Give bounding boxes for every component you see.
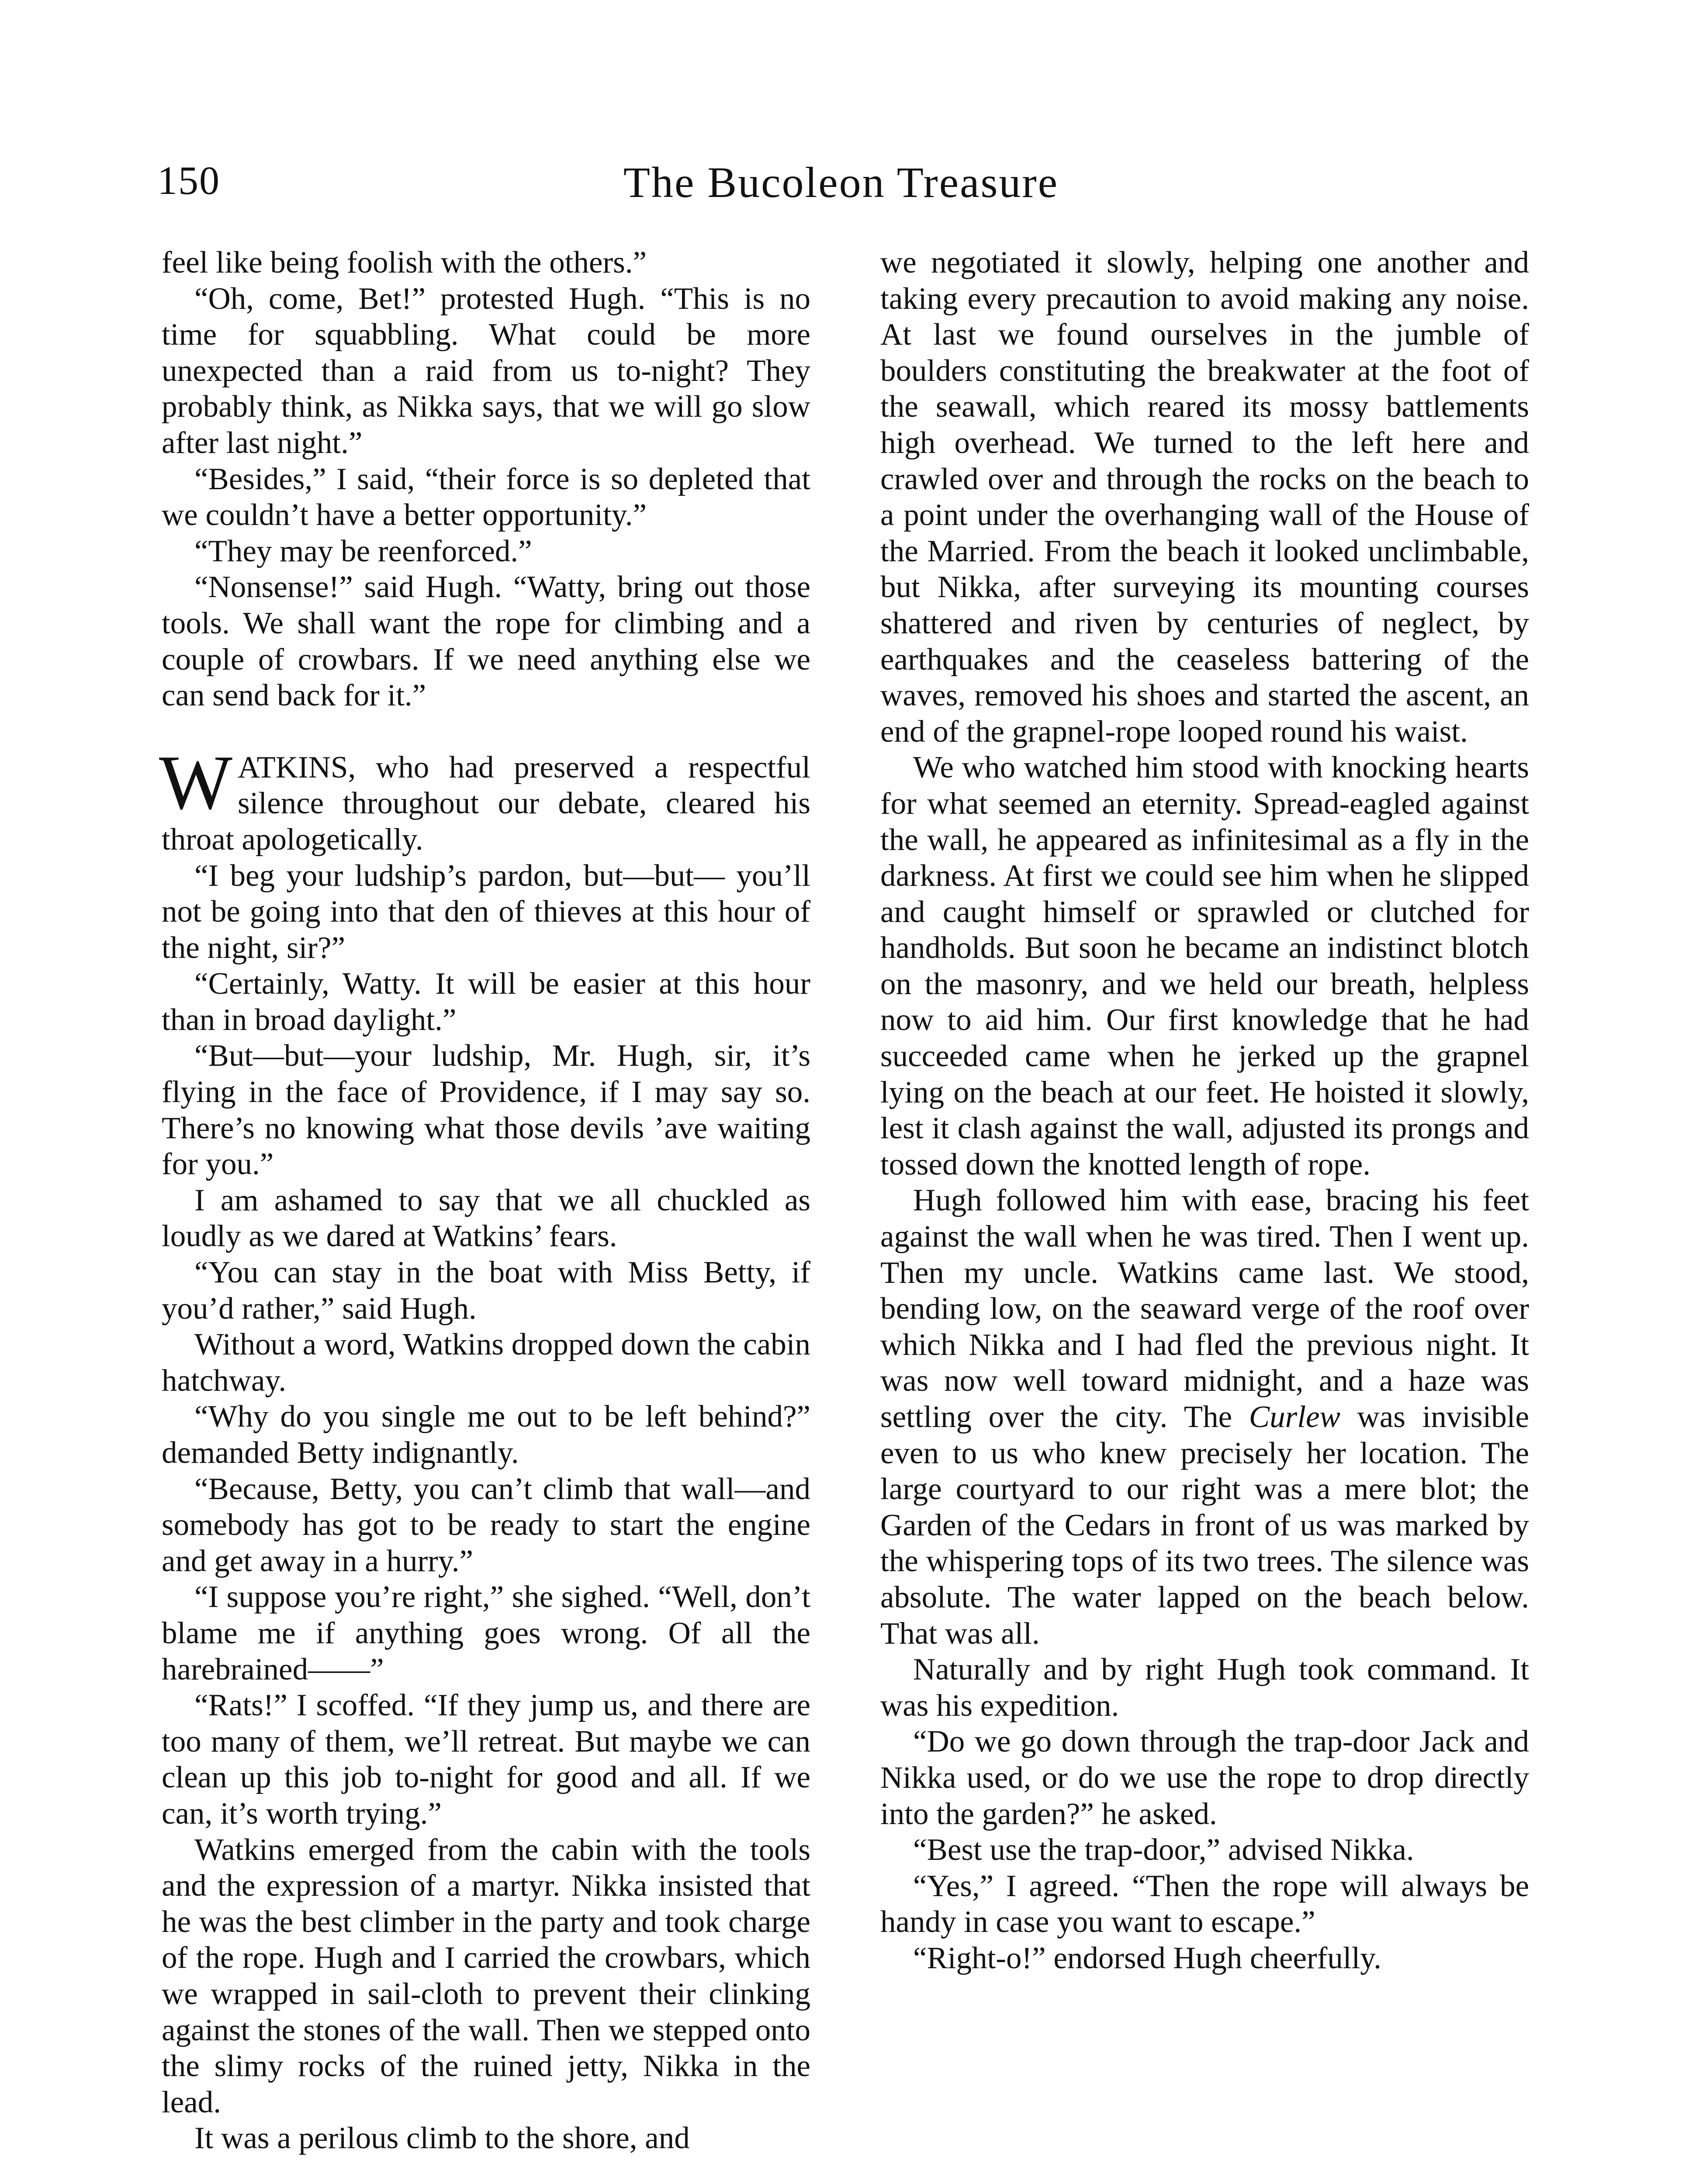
paragraph-text: ATKINS, who had preserved a respectful silence throughout our debate, cleared his throat apologetically.	[162, 750, 810, 857]
paragraph: “Certainly, Watty. It will be easier at this hour than in broad daylight.”	[162, 967, 810, 1037]
paragraph: “Besides,” I said, “their force is so depleted that we couldn’t have a better opportunity.”	[162, 462, 810, 532]
paragraph: It was a perilous climb to the shore, and	[194, 2121, 690, 2156]
paragraph: feel like being foolish with the others.”	[162, 245, 647, 280]
page-header	[157, 157, 1525, 223]
drop-cap: W	[159, 739, 233, 826]
ship-name: Curlew	[1249, 1400, 1340, 1434]
paragraph: “You can stay in the boat with Miss Betty, if you’d rather,” said Hugh.	[162, 1255, 810, 1326]
paragraph-text: Hugh followed him with ease, bracing his feet against the wall when he was tired. Then I went up. Then my uncle. Watkins came last. We stood, bending low, on the seaward verge of the roof over which Nikka and I had fled the previous night. It was now well toward midnight, and a haze was settling over the city. The	[880, 1183, 1529, 1434]
paragraph-text: was invisible even to us who knew precisely her location. The large courtyard to our right was a mere blot; the Garden of the Cedars in front of us was marked by the whispering tops of its two trees. The silence was absolute. The water lapped on the beach below. That was all.	[880, 1400, 1530, 1651]
paragraph: we negotiated it slowly, helping one another and taking every precaution to avoid making any noise. At last we found ourselves in the jumble of boulders constituting the breakwater at the foot of the seawall, which reared its mossy battlements high overhead. We turned to the left here and crawled over and through the rocks on the beach to a point under the overhanging wall of the House of the Married. From the beach it looked unclimbable, but Nikka, after surveying its mounting courses shattered and riven by centuries of neglect, by earthquakes and the ceaseless battering of the waves, removed his shoes and started the ascent, an end of the grapnel-rope looped round his waist.	[880, 245, 1529, 749]
paragraph: “Right-o!” endorsed Hugh cheerfully.	[913, 1941, 1381, 1975]
paragraph: I am ashamed to say that we all chuckled as loudly as we dared at Watkins’ fears.	[162, 1183, 810, 1254]
paragraph: “I beg your ludship’s pardon, but—but— you’ll not be going into that den of thieves at this hour of the night, sir?”	[162, 858, 810, 965]
paragraph: Without a word, Watkins dropped down the cabin hatchway.	[162, 1327, 810, 1398]
paragraph: “Because, Betty, you can’t climb that wall—and somebody has got to be ready to start the engine and get away in a hurry.”	[162, 1472, 810, 1578]
right-column	[880, 245, 1529, 1977]
paragraph: “Rats!” I scoffed. “If they jump us, and there are too many of them, we’ll retreat. But maybe we can clean up this job to-night for good and all. If we can, it’s worth trying.”	[162, 1688, 810, 1831]
left-column	[159, 245, 810, 2156]
paragraph	[880, 1182, 1529, 1652]
text-columns	[159, 245, 1530, 2184]
paragraph: “I suppose you’re right,” she sighed. “Well, don’t blame me if anything goes wrong. Of all the harebrained——”	[162, 1580, 810, 1686]
paragraph: “Best use the trap-door,” advised Nikka.	[913, 1833, 1414, 1867]
paragraph: “Why do you single me out to be left behind?” demanded Betty indignantly.	[162, 1400, 810, 1470]
paragraph: Naturally and by right Hugh took command. It was his expedition.	[880, 1652, 1529, 1723]
paragraph: “But—but—your ludship, Mr. Hugh, sir, it’s flying in the face of Providence, if I may say so. There’s no knowing what those devils ’ave waiting for you.”	[162, 1039, 810, 1182]
paragraph: “Do we go down through the trap-door Jack and Nikka used, or do we use the rope to drop directly into the garden?” he asked.	[880, 1724, 1529, 1831]
paragraph: “Nonsense!” said Hugh. “Watty, bring out those tools. We shall want the rope for climbing and a couple of crowbars. If we need anything else we can send back for it.”	[162, 570, 810, 713]
paragraph: “Yes,” I agreed. “Then the rope will always be handy in case you want to escape.”	[880, 1869, 1529, 1939]
paragraph: Watkins emerged from the cabin with the tools and the expression of a martyr. Nikka insisted that he was the best climber in the party and took charge of the rope. Hugh and I carried the crowbars, which we wrapped in sail-cloth to prevent their clinking against the stones of the wall. Then we stepped onto the slimy rocks of the ruined jetty, Nikka in the lead.	[162, 1832, 810, 2119]
paragraph: “They may be reenforced.”	[194, 534, 532, 568]
section-start-paragraph	[159, 739, 810, 858]
running-title: The Bucoleon Treasure	[623, 158, 1059, 207]
page-number: 150	[157, 158, 220, 203]
paragraph: “Oh, come, Bet!” protested Hugh. “This is no time for squabbling. What could be more unexpected than a raid from us to-night? They probably think, as Nikka says, that we will go slow after last night.”	[162, 281, 810, 460]
paragraph: We who watched him stood with knocking hearts for what seemed an eternity. Spread-eagled against the wall, he appeared as infinitesimal as a fly in the darkness. At first we could see him when he slipped and caught himself or sprawled or clutched for handholds. But soon he became an indistinct blotch on the masonry, and we held our breath, helpless now to aid him. Our first knowledge that he had succeeded came when he jerked up the grapnel lying on the beach at our feet. He hoisted it slowly, lest it clash against the wall, adjusted its prongs and tossed down the knotted length of rope.	[880, 750, 1529, 1182]
